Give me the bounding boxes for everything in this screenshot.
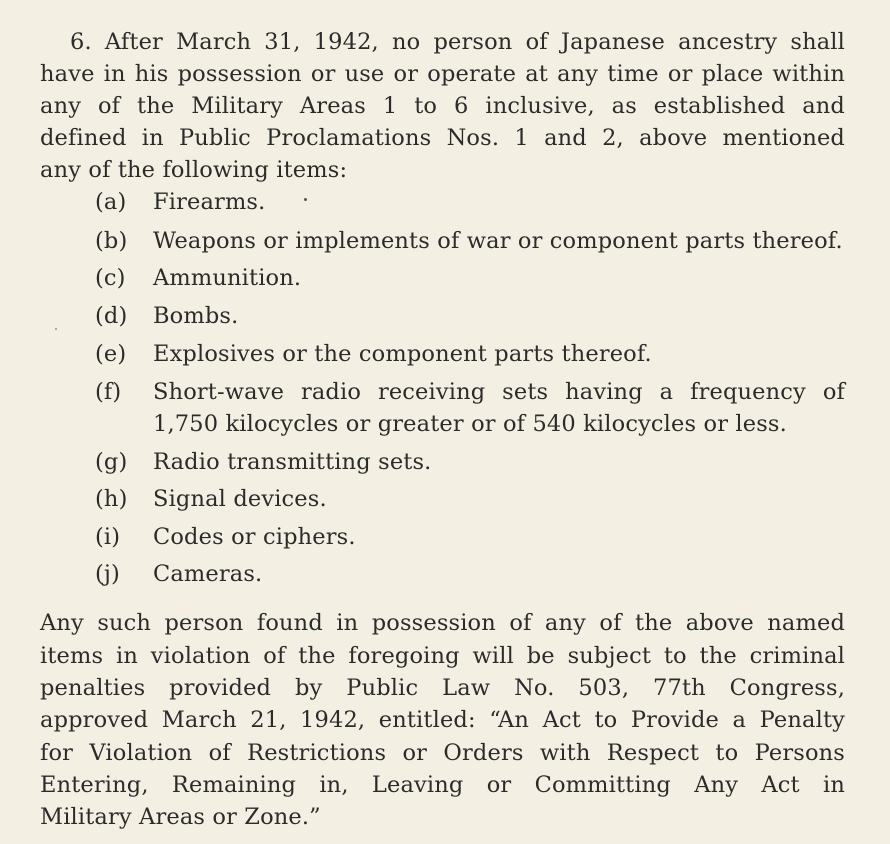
list-item-marker: (h) xyxy=(95,486,128,512)
list-item-marker: (d) xyxy=(95,303,128,329)
list-item-text: Firearms. xyxy=(153,189,266,215)
list-item xyxy=(95,558,845,591)
list-item-marker: (e) xyxy=(95,341,127,367)
list-item-text: Ammunition. xyxy=(153,265,302,291)
list-item xyxy=(95,300,845,333)
list-item xyxy=(95,186,845,219)
list-item-marker: (i) xyxy=(95,524,121,550)
list-item xyxy=(95,225,845,258)
paragraph-line: any of the Military Areas 1 to 6 inclusive, as established and xyxy=(40,93,845,119)
paragraph-line: 6. After March 31, 1942, no person of Japanese ancestry shall xyxy=(70,29,845,55)
list-item xyxy=(95,338,845,371)
paragraph-line: defined in Public Proclamations Nos. 1 and 2, above mentioned xyxy=(40,125,845,151)
paragraph-line: approved March 21, 1942, entitled: “An Act to Provide a Penalty xyxy=(40,707,845,733)
list-item-marker: (f) xyxy=(95,379,122,405)
list-item xyxy=(95,262,845,295)
list-item-marker: (b) xyxy=(95,228,128,254)
paragraph-line: Any such person found in possession of any of the above named xyxy=(40,610,845,636)
list-item-text: Cameras. xyxy=(153,561,263,587)
print-speck xyxy=(304,198,307,201)
list-item xyxy=(95,521,845,554)
print-speck xyxy=(55,328,57,330)
paragraph-line: have in his possession or use or operate at any time or place within xyxy=(40,61,845,87)
list-item-text: Short-wave radio receiving sets having a frequency of xyxy=(153,379,845,405)
paragraph-line: items in violation of the foregoing will be subject to the criminal xyxy=(40,643,845,669)
list-item-text: Bombs. xyxy=(153,303,239,329)
list-item-text: Codes or ciphers. xyxy=(153,524,356,550)
paragraph-line: penalties provided by Public Law No. 503, 77th Congress, xyxy=(40,675,845,701)
list-item-text: Explosives or the component parts thereof. xyxy=(153,341,652,367)
paragraph-line: for Violation of Restrictions or Orders with Respect to Persons xyxy=(40,740,845,766)
list-item xyxy=(95,446,845,479)
list-item-continuation: 1,750 kilocycles or greater or of 540 kilocycles or less. xyxy=(153,411,787,437)
list-item-text: Radio transmitting sets. xyxy=(153,449,432,475)
list-item-marker: (g) xyxy=(95,449,128,475)
list-item-marker: (c) xyxy=(95,265,126,291)
list-item-marker: (j) xyxy=(95,561,120,587)
list-item-text: Signal devices. xyxy=(153,486,327,512)
list-item xyxy=(95,483,845,516)
list-item-text: Weapons or implements of war or component parts thereof. xyxy=(153,228,843,254)
list-item-marker: (a) xyxy=(95,189,127,215)
paragraph-line: Military Areas or Zone.” xyxy=(40,804,321,830)
list-item xyxy=(95,376,845,409)
paragraph-line: Entering, Remaining in, Leaving or Committing Any Act in xyxy=(40,772,845,798)
paragraph-line: any of the following items: xyxy=(40,157,348,183)
